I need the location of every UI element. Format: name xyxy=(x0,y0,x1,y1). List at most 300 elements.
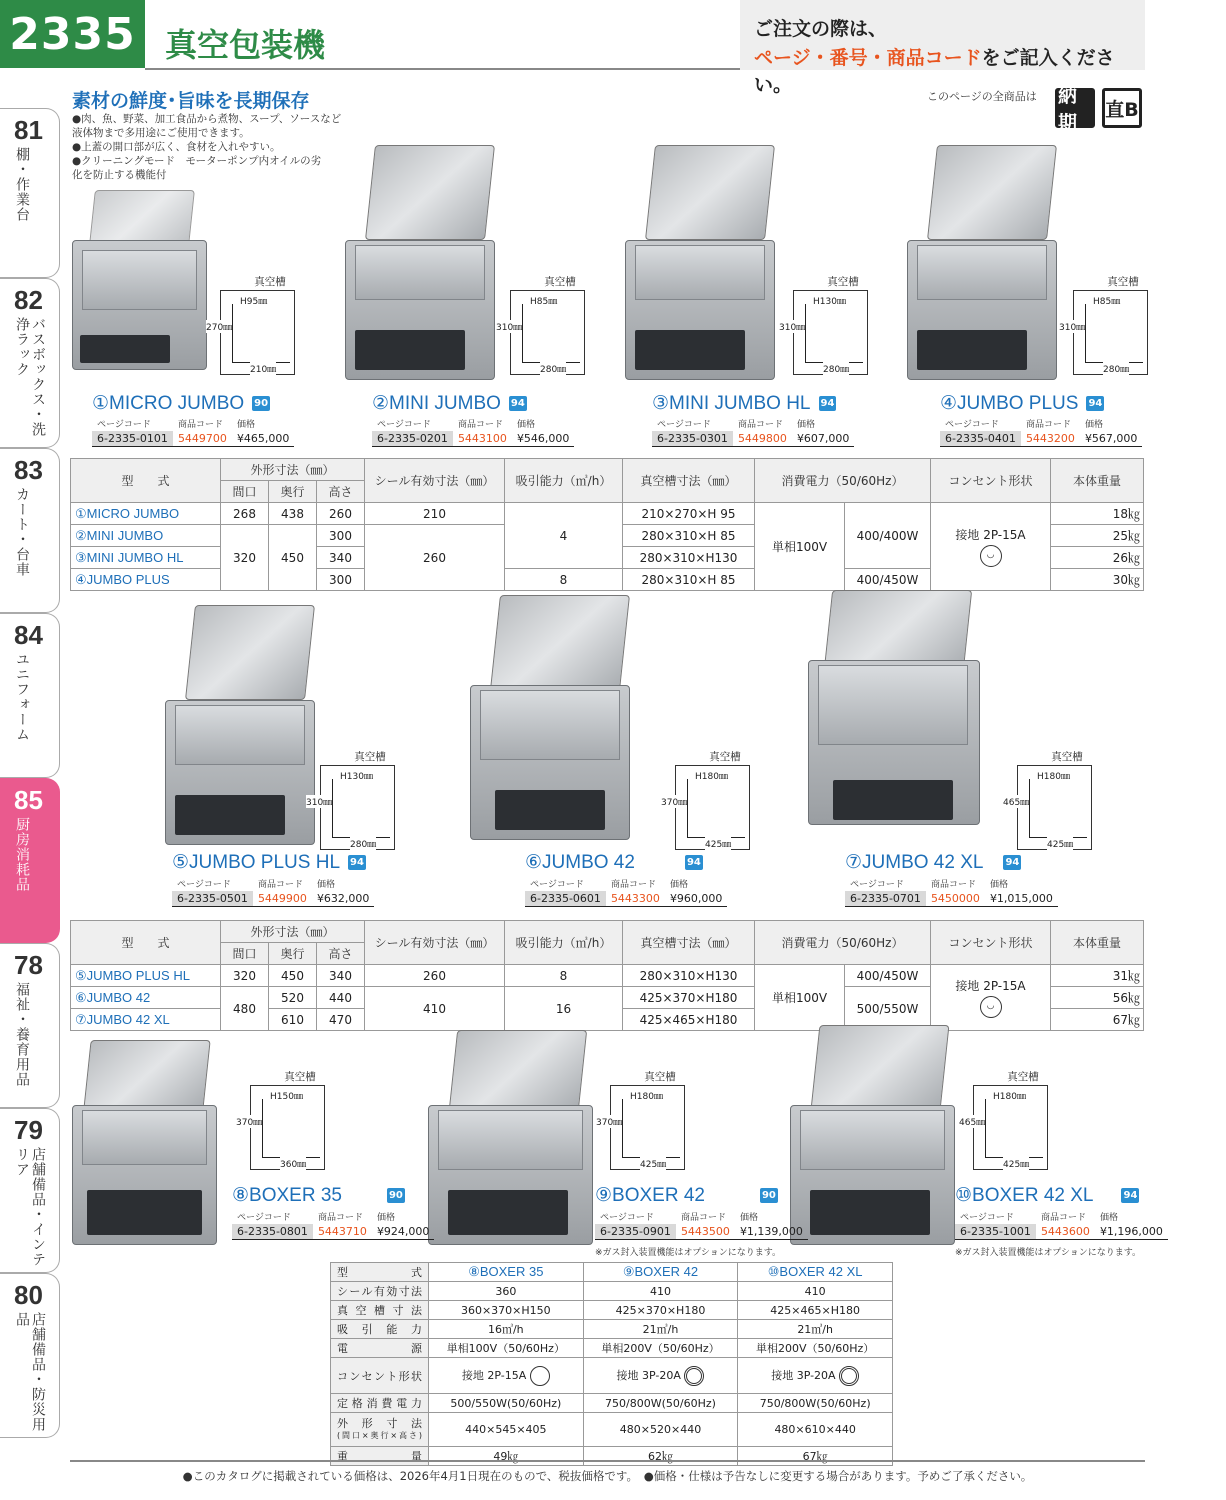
intro-bullets xyxy=(72,112,342,182)
side-tab-number: 80 xyxy=(14,1280,43,1310)
dim-label: 真空槽 xyxy=(354,751,386,763)
page-code[interactable]: 6-2335-0201 xyxy=(372,431,453,447)
header-weight: 本体重量 xyxy=(1051,459,1144,503)
product-name-text: ④JUMBO PLUS xyxy=(940,393,1079,414)
page-code[interactable]: 6-2335-0301 xyxy=(652,431,733,447)
side-tab-85[interactable] xyxy=(0,778,60,943)
side-tab-label: 厨房消耗品 xyxy=(14,817,30,892)
table-row xyxy=(331,1339,893,1358)
col-page-code: ページコード xyxy=(530,880,584,890)
table-row xyxy=(331,1358,893,1394)
cell-power: 単相100V（50/60Hz） xyxy=(429,1339,584,1358)
price: ¥607,000 xyxy=(792,431,855,447)
cell-model: ⑨BOXER 42 xyxy=(583,1263,738,1282)
table-row xyxy=(331,1320,893,1339)
dim-label: 真空槽 xyxy=(284,1071,316,1083)
cell-model: ⑩BOXER 42 XL xyxy=(738,1263,893,1282)
label-outlet: コンセント形状 xyxy=(331,1358,429,1394)
dim-height: H180㎜ xyxy=(630,1092,663,1102)
cell-outer: 480×610×440 xyxy=(738,1413,893,1447)
cell-power: 500/550W xyxy=(845,987,931,1031)
cell-height: 340 xyxy=(317,965,365,987)
col-item-code: 商品コード xyxy=(737,420,783,430)
cell-depth: 450 xyxy=(269,965,317,987)
cell-weight: 62㎏ xyxy=(583,1447,738,1466)
table-row xyxy=(331,1413,893,1447)
cell-suction: 21㎥/h xyxy=(583,1320,738,1339)
product-code-table xyxy=(525,876,727,907)
cell-chamber: 425×370×H180 xyxy=(623,987,755,1009)
cell-rated-power: 750/800W(50/60Hz) xyxy=(738,1394,893,1413)
label-outer xyxy=(331,1413,429,1447)
side-tab-78[interactable] xyxy=(0,943,60,1108)
product-name-2 xyxy=(372,392,527,415)
col-price: 価格 xyxy=(516,420,535,430)
machine-image-jumbo-plus-hl xyxy=(165,605,315,845)
chamber-dimension-diagram xyxy=(661,751,775,865)
page-code[interactable]: 6-2335-0501 xyxy=(172,891,253,907)
cell-chamber: 425×465×H180 xyxy=(738,1301,893,1320)
intro-title: 素材の鮮度･旨味を長期保存 xyxy=(72,90,310,112)
header-height: 高さ xyxy=(317,943,365,965)
cell-weight: 26㎏ xyxy=(1051,547,1144,569)
product-name-text: ②MINI JUMBO xyxy=(372,393,501,414)
outlet-label: 接地 2P-15A xyxy=(955,979,1026,993)
outlet-2p-icon: ◡ xyxy=(980,545,1002,567)
outlet-label: 接地 3P-20A xyxy=(771,1368,836,1382)
cell-outlet xyxy=(931,965,1051,1031)
outlet-3p-icon xyxy=(839,1366,859,1386)
col-page-code: ページコード xyxy=(945,420,999,430)
size-icon: 94 xyxy=(686,857,701,868)
dim-depth: 310㎜ xyxy=(779,320,805,333)
cell-outlet xyxy=(738,1358,893,1394)
header-outer: 外形寸法（㎜） xyxy=(221,921,365,943)
dim-height: H180㎜ xyxy=(1037,772,1070,782)
size-icon: 94 xyxy=(820,398,835,409)
cell-power: 単相200V（50/60Hz） xyxy=(738,1339,893,1358)
direct-badge: 直B xyxy=(1102,88,1142,128)
dim-depth: 370㎜ xyxy=(661,795,687,808)
cell-weight: 67㎏ xyxy=(738,1447,893,1466)
chamber-dimension-diagram xyxy=(959,1071,1073,1185)
cell-phase: 単相100V xyxy=(755,965,845,1031)
label-model: 型式 xyxy=(331,1263,429,1282)
cell-model: ①MICRO JUMBO xyxy=(71,503,221,525)
chamber-dimension-diagram xyxy=(779,276,893,390)
item-code[interactable]: 5443710 xyxy=(313,1224,372,1240)
dim-width: 280㎜ xyxy=(350,837,376,850)
cell-model: ③MINI JUMBO HL xyxy=(71,547,221,569)
dim-depth: 310㎜ xyxy=(1059,320,1085,333)
side-tab-label: 棚・作業台 xyxy=(14,147,30,222)
page-code[interactable]: 6-2335-0701 xyxy=(845,891,926,907)
col-page-code: ページコード xyxy=(377,420,431,430)
size-icon: 90 xyxy=(254,398,269,409)
col-item-code: 商品コード xyxy=(680,1213,726,1223)
machine-image-mini-jumbo xyxy=(345,145,495,385)
cell-depth: 450 xyxy=(269,525,317,591)
cell-height: 440 xyxy=(317,987,365,1009)
cell-power: 400/400W xyxy=(845,503,931,569)
product-name-text: ⑧BOXER 35 xyxy=(232,1185,342,1206)
cell-suction: 16 xyxy=(505,987,623,1031)
page-title: 真空包装機 xyxy=(165,26,326,64)
machine-image-micro-jumbo xyxy=(72,190,212,380)
order-notice-line1: ご注文の際は、 xyxy=(754,18,888,40)
product-name-text: ⑩BOXER 42 XL xyxy=(955,1185,1094,1206)
cell-open: 480 xyxy=(221,987,269,1031)
chamber-dimension-diagram xyxy=(236,1071,350,1185)
price: ¥1,015,000 xyxy=(985,891,1058,907)
product-name-8 xyxy=(232,1184,405,1207)
dim-depth: 370㎜ xyxy=(236,1115,262,1128)
cell-weight: 67㎏ xyxy=(1051,1009,1144,1031)
page-code[interactable]: 6-2335-1001 xyxy=(955,1224,1036,1240)
col-page-code: ページコード xyxy=(97,420,151,430)
item-code[interactable]: 5449800 xyxy=(733,431,792,447)
table-row xyxy=(331,1301,893,1320)
cell-model: ②MINI JUMBO xyxy=(71,525,221,547)
dim-label: 真空槽 xyxy=(827,276,859,288)
footer-note: ●このカタログに掲載されている価格は、2026年4月1日現在のもので、税抜価格です。 ●価格・仕様は予告なしに変更する場合があります。予めご了承ください。 xyxy=(70,1460,1145,1484)
page-number: 2335 xyxy=(0,0,145,68)
dim-label: 真空槽 xyxy=(1107,276,1139,288)
cell-suction: 16㎥/h xyxy=(429,1320,584,1339)
col-item-code: 商品コード xyxy=(457,420,503,430)
side-tab-number: 83 xyxy=(14,455,43,485)
dim-depth: 465㎜ xyxy=(959,1115,985,1128)
outlet-label: 接地 3P-20A xyxy=(616,1368,681,1382)
cell-seal: 410 xyxy=(583,1282,738,1301)
product-code-table xyxy=(232,1209,434,1240)
col-price: 価格 xyxy=(236,420,255,430)
header-suction: 吸引能力（㎥/h） xyxy=(505,459,623,503)
side-tab-83[interactable] xyxy=(0,448,60,613)
order-notice xyxy=(740,0,1145,96)
cell-weight: 56㎏ xyxy=(1051,987,1144,1009)
chamber-dimension-diagram xyxy=(1003,751,1117,865)
label-suction: 吸引能力 xyxy=(331,1320,429,1339)
side-tab-84[interactable] xyxy=(0,613,60,778)
price: ¥632,000 xyxy=(312,891,375,907)
cell-seal: 210 xyxy=(365,503,505,525)
machine-image-boxer-35 xyxy=(72,1040,222,1245)
cell-phase: 単相100V xyxy=(755,503,845,591)
side-tab-number: 84 xyxy=(14,620,43,650)
cell-open: 320 xyxy=(221,525,269,591)
product-name-text: ⑥JUMBO 42 xyxy=(525,852,635,873)
dim-width: 425㎜ xyxy=(705,837,731,850)
product-code-table xyxy=(845,876,1058,907)
size-icon: 94 xyxy=(1123,1190,1138,1201)
machine-image-boxer-42 xyxy=(428,1030,598,1245)
cell-height: 300 xyxy=(317,525,365,547)
intro-bullet: ●肉、魚、野菜、加工食品から煮物、スープ、ソースなど液体物まで多用途にご使用できます。 xyxy=(72,113,342,139)
cell-depth: 610 xyxy=(269,1009,317,1031)
intro-bullet: ●上蓋の開口部が広く、食材を入れやすい。 xyxy=(72,141,281,153)
dim-width: 425㎜ xyxy=(640,1157,666,1170)
col-page-code: ページコード xyxy=(177,880,231,890)
cell-height: 300 xyxy=(317,569,365,591)
col-item-code: 商品コード xyxy=(177,420,223,430)
cell-suction: 8 xyxy=(505,569,623,591)
product-name-5 xyxy=(172,851,366,874)
side-tab-82[interactable] xyxy=(0,278,60,448)
product-name-1 xyxy=(92,392,270,415)
header-power: 消費電力（50/60Hz） xyxy=(755,459,931,503)
page-code[interactable]: 6-2335-0901 xyxy=(595,1224,676,1240)
cell-depth: 438 xyxy=(269,503,317,525)
dim-height: H85㎜ xyxy=(1093,297,1121,307)
col-price: 価格 xyxy=(796,420,815,430)
size-icon: 94 xyxy=(510,398,525,409)
outlet-label: 接地 2P-15A xyxy=(955,528,1026,542)
table-row xyxy=(331,1394,893,1413)
table-row xyxy=(331,1263,893,1282)
cell-chamber: 280×310×H 85 xyxy=(623,525,755,547)
side-tab-number: 81 xyxy=(14,115,43,145)
spec-table-jumbo-large xyxy=(70,920,1144,1031)
cell-open: 268 xyxy=(221,503,269,525)
dim-height: H150㎜ xyxy=(270,1092,303,1102)
cell-open: 320 xyxy=(221,965,269,987)
cell-chamber: 280×310×H 85 xyxy=(623,569,755,591)
size-icon: 94 xyxy=(1088,398,1103,409)
dim-width: 210㎜ xyxy=(250,362,276,375)
cell-outlet xyxy=(931,503,1051,591)
cell-depth: 520 xyxy=(269,987,317,1009)
label-weight: 重量 xyxy=(331,1447,429,1466)
cell-outer: 440×545×405 xyxy=(429,1413,584,1447)
dim-height: H130㎜ xyxy=(813,297,846,307)
page-code[interactable]: 6-2335-0101 xyxy=(92,431,173,447)
side-tab-label: 店舗備品・防災用品 xyxy=(14,1312,46,1432)
badge-note: このページの全商品は xyxy=(927,90,1037,103)
product-code-table xyxy=(595,1209,808,1240)
label-outer-main: 外形寸法 xyxy=(337,1416,422,1430)
item-code[interactable]: 5449900 xyxy=(253,891,312,907)
dim-depth: 370㎜ xyxy=(596,1115,622,1128)
col-price: 価格 xyxy=(316,880,335,890)
item-code[interactable]: 5443300 xyxy=(606,891,665,907)
product-name-text: ⑦JUMBO 42 XL xyxy=(845,852,984,873)
dim-label: 真空槽 xyxy=(644,1071,676,1083)
col-price: 価格 xyxy=(739,1213,758,1223)
table-row xyxy=(71,965,1144,987)
cell-power: 400/450W xyxy=(845,569,931,591)
dim-width: 280㎜ xyxy=(823,362,849,375)
product-name-text: ①MICRO JUMBO xyxy=(92,393,245,414)
product-code-table xyxy=(652,416,854,447)
header-chamber: 真空槽寸法（㎜） xyxy=(623,459,755,503)
outlet-2p-icon: ◡ xyxy=(980,996,1002,1018)
dim-depth: 465㎜ xyxy=(1003,795,1029,808)
dim-width: 280㎜ xyxy=(540,362,566,375)
col-item-code: 商品コード xyxy=(317,1213,363,1223)
item-code[interactable]: 5443600 xyxy=(1036,1224,1095,1240)
spec-table-boxer xyxy=(330,1262,893,1466)
col-price: 価格 xyxy=(1099,1213,1118,1223)
item-code[interactable]: 5443500 xyxy=(676,1224,735,1240)
order-notice-highlight: ページ・番号・商品コード xyxy=(754,47,982,69)
cell-model: ④JUMBO PLUS xyxy=(71,569,221,591)
cell-weight: 49㎏ xyxy=(429,1447,584,1466)
cell-seal: 260 xyxy=(365,965,505,987)
cell-height: 260 xyxy=(317,503,365,525)
cell-seal: 360 xyxy=(429,1282,584,1301)
spec-table-jumbo xyxy=(70,458,1144,591)
label-rated-power: 定格消費電力 xyxy=(331,1394,429,1413)
header-height: 高さ xyxy=(317,481,365,503)
header-chamber: 真空槽寸法（㎜） xyxy=(623,921,755,965)
page-code[interactable]: 6-2335-0801 xyxy=(232,1224,313,1240)
header-seal: シール有効寸法（㎜） xyxy=(365,921,505,965)
cell-outlet xyxy=(583,1358,738,1394)
cell-chamber: 280×310×H130 xyxy=(623,965,755,987)
product-name-9 xyxy=(595,1184,778,1207)
header-outer: 外形寸法（㎜） xyxy=(221,459,365,481)
cell-chamber: 425×465×H180 xyxy=(623,1009,755,1031)
label-outer-sub: (間口×奥行×高さ) xyxy=(337,1430,422,1440)
dim-label: 真空槽 xyxy=(1051,751,1083,763)
size-icon: 94 xyxy=(1005,857,1020,868)
header-model: 型 式 xyxy=(71,459,221,503)
col-item-code: 商品コード xyxy=(930,880,976,890)
dim-depth: 310㎜ xyxy=(496,320,522,333)
item-code[interactable]: 5443200 xyxy=(1021,431,1080,447)
cell-weight: 18㎏ xyxy=(1051,503,1144,525)
cell-chamber: 360×370×H150 xyxy=(429,1301,584,1320)
side-tab-79[interactable] xyxy=(0,1108,60,1273)
product-name-text: ③MINI JUMBO HL xyxy=(652,393,811,414)
side-tab-81[interactable] xyxy=(0,108,60,278)
gas-option-note: ※ガス封入装置機能はオプションになります。 xyxy=(595,1248,782,1258)
cell-weight: 31㎏ xyxy=(1051,965,1144,987)
cell-model: ⑤JUMBO PLUS HL xyxy=(71,965,221,987)
col-page-code: ページコード xyxy=(657,420,711,430)
price: ¥960,000 xyxy=(665,891,728,907)
header-power: 消費電力（50/60Hz） xyxy=(755,921,931,965)
price: ¥1,139,000 xyxy=(735,1224,808,1240)
cell-suction: 4 xyxy=(505,503,623,569)
header-suction: 吸引能力（㎥/h） xyxy=(505,921,623,965)
product-code-table xyxy=(372,416,574,447)
machine-image-jumbo-42-xl xyxy=(808,590,983,830)
product-name-10 xyxy=(955,1184,1139,1207)
col-page-code: ページコード xyxy=(960,1213,1014,1223)
product-name-3 xyxy=(652,392,836,415)
chamber-dimension-diagram xyxy=(596,1071,710,1185)
cell-seal: 410 xyxy=(738,1282,893,1301)
side-tab-label: ユニフォーム xyxy=(14,652,30,742)
machine-image-jumbo-42 xyxy=(470,595,635,845)
machine-image-jumbo-plus xyxy=(907,145,1057,385)
header-outlet: コンセント形状 xyxy=(931,921,1051,965)
page-code[interactable]: 6-2335-0601 xyxy=(525,891,606,907)
chamber-dimension-diagram xyxy=(1059,276,1173,390)
label-power: 電源 xyxy=(331,1339,429,1358)
delivery-badge: 納期 xyxy=(1055,88,1095,128)
col-price: 価格 xyxy=(989,880,1008,890)
price: ¥924,000 xyxy=(372,1224,435,1240)
side-tab-label: 店舗備品・インテリア xyxy=(14,1147,46,1267)
page-code[interactable]: 6-2335-0401 xyxy=(940,431,1021,447)
chamber-dimension-diagram xyxy=(306,751,420,865)
product-code-table xyxy=(172,876,374,907)
product-name-7 xyxy=(845,851,1021,874)
dim-label: 真空槽 xyxy=(1007,1071,1039,1083)
header-open: 間口 xyxy=(221,943,269,965)
outlet-2p-icon xyxy=(530,1366,550,1386)
dim-height: H85㎜ xyxy=(530,297,558,307)
dim-width: 360㎜ xyxy=(280,1157,306,1170)
price: ¥546,000 xyxy=(512,431,575,447)
size-icon: 94 xyxy=(350,857,364,868)
dim-label: 真空槽 xyxy=(254,276,286,288)
item-code[interactable]: 5449700 xyxy=(173,431,232,447)
side-tab-label: バスボックス・洗浄ラック xyxy=(14,317,46,437)
dim-height: H95㎜ xyxy=(240,297,268,307)
gas-option-note: ※ガス封入装置機能はオプションになります。 xyxy=(955,1248,1142,1258)
side-tab-number: 85 xyxy=(14,785,43,815)
side-tab-label: カート・台車 xyxy=(14,487,30,577)
side-tab-number: 79 xyxy=(14,1115,43,1145)
cell-model: ⑦JUMBO 42 XL xyxy=(71,1009,221,1031)
dim-height: H180㎜ xyxy=(695,772,728,782)
label-seal: シール有効寸法 xyxy=(331,1282,429,1301)
col-page-code: ページコード xyxy=(850,880,904,890)
col-item-code: 商品コード xyxy=(610,880,656,890)
price: ¥1,196,000 xyxy=(1095,1224,1168,1240)
item-code[interactable]: 5450000 xyxy=(926,891,985,907)
cell-seal: 260 xyxy=(365,525,505,591)
side-tab-80[interactable] xyxy=(0,1273,60,1438)
cell-power: 400/450W xyxy=(845,965,931,987)
side-tab-label: 福祉・養育用品 xyxy=(14,982,30,1087)
cell-rated-power: 500/550W(50/60Hz) xyxy=(429,1394,584,1413)
outlet-label: 接地 2P-15A xyxy=(461,1368,527,1382)
label-chamber: 真空槽寸法 xyxy=(331,1301,429,1320)
item-code[interactable]: 5443100 xyxy=(453,431,512,447)
col-item-code: 商品コード xyxy=(1025,420,1071,430)
dim-height: H130㎜ xyxy=(340,772,373,782)
col-page-code: ページコード xyxy=(237,1213,291,1223)
header-seal: シール有効寸法（㎜） xyxy=(365,459,505,503)
table-row xyxy=(71,503,1144,525)
cell-weight: 25㎏ xyxy=(1051,525,1144,547)
dim-width: 425㎜ xyxy=(1003,1157,1029,1170)
dim-label: 真空槽 xyxy=(709,751,741,763)
cell-chamber: 280×310×H130 xyxy=(623,547,755,569)
product-name-text: ⑨BOXER 42 xyxy=(595,1185,705,1206)
cell-model: ⑧BOXER 35 xyxy=(429,1263,584,1282)
side-tab-number: 82 xyxy=(14,285,43,315)
product-name-4 xyxy=(940,392,1104,415)
header-outlet: コンセント形状 xyxy=(931,459,1051,503)
cell-model: ⑥JUMBO 42 xyxy=(71,987,221,1009)
cell-chamber: 425×370×H180 xyxy=(583,1301,738,1320)
order-notice-rest: をご記入ください。 xyxy=(754,47,1115,96)
cell-chamber: 210×270×H 95 xyxy=(623,503,755,525)
dim-width: 280㎜ xyxy=(1103,362,1129,375)
cell-outer: 480×520×440 xyxy=(583,1413,738,1447)
cell-height: 340 xyxy=(317,547,365,569)
col-price: 価格 xyxy=(376,1213,395,1223)
side-tab-number: 78 xyxy=(14,950,43,980)
chamber-dimension-diagram xyxy=(206,276,320,390)
cell-rated-power: 750/800W(50/60Hz) xyxy=(583,1394,738,1413)
